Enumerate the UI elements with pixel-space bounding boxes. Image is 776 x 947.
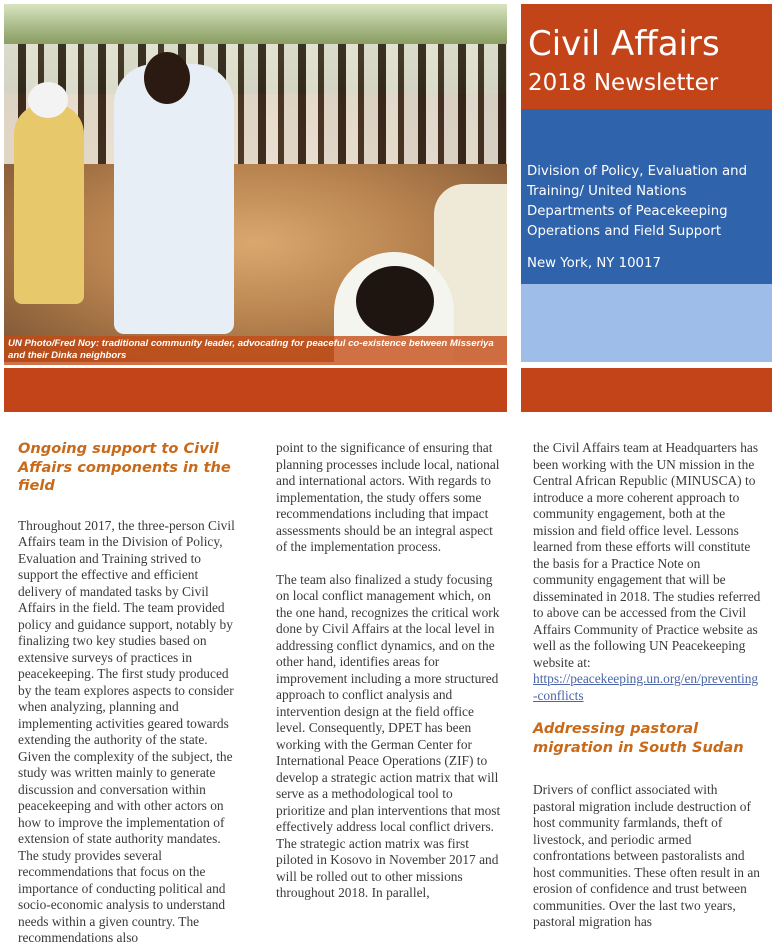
masthead-title-box [521, 4, 772, 109]
photo-figure-left [14, 104, 84, 304]
article-1-paragraph-3: The team also finalized a study focusing on local conflict management which, on the one hand, recognizes the critical work done by Civil Affairs at the local level in addressing conflict dynamics, and on the other hand, identifies areas for improvement including a more structured approach to conflict analysis and intervention design at the field office level. Consequently, DPET has been working with the German Center for International Peace Operations (ZIF) to develop a strategic action matrix that will serve as a methodological tool to prioritize and plan interventions that most effectively address local conflict drivers. The strategic action matrix was first piloted in Kosovo in November 2017 and will be rolled out to other missions throughout 2018. In parallel, [276, 571, 501, 900]
office-location: New York, NY 10017 [527, 256, 661, 271]
article-2-paragraph-1: Drivers of conflict associated with pastoral migration include destruction of host community farmlands, theft of livestock, and periodic armed confrontations between pastoralists and host communities. These often result in an erosion of confidence and trust between communities. Over the last two years, pastoral migration has [533, 782, 760, 929]
divider-bar-left [4, 368, 507, 412]
masthead-info-box [521, 109, 772, 284]
newsletter-title: Civil Affairs [528, 24, 720, 64]
newsletter-subtitle: 2018 Newsletter [528, 70, 719, 96]
column-3 [533, 440, 761, 931]
article-1-paragraph-1: Throughout 2017, the three-person Civil Affairs team in the Division of Policy, Evaluation and Training strived to support the effective and efficient delivery of mandated tasks by Civil Affairs in the field. The team provided policy and guidance support, notably by finalizing two key studies based on extensive surveys of practices in peacekeeping. The first study produced by the team explores aspects to consider when analyzing, planning and implementing activities geared towards extending the authority of the state. Given the complexity of the subject, the study was written mainly to generate discussion and conversation within peacekeeping and with other actors on how to improve the implementation of extension of state authority mandates. The study provides several recommendations that focus on the importance of conducting political and socio-economic analysis to understand needs within a given country. The recommendations also [18, 517, 235, 945]
peacekeeping-link[interactable]: https://peacekeeping.un.org/en/preventing-conflicts [533, 671, 759, 703]
article-1-paragraph-4: the Civil Affairs team at Headquarters has been working with the UN mission in the Central African Republic (MINUSCA) to introduce a more coherent approach to community engagement, both at the mission and field office level. Lessons learned from these efforts will constitute the basis for a Practice Note on community engagement that will be disseminated in 2018. The studies referred to above can be accessed from the Civil Affairs Community of Practice website as well as the following UN Peacekeeping website at: [533, 440, 761, 670]
article-1-paragraph-2: point to the significance of ensuring that planning processes include local, national and international actors. With regards to implementation, the study offers some recommendations including that impact assessments should be an integral aspect of the implementation process. [276, 440, 500, 554]
photo-figure-foreground-head [356, 266, 434, 336]
column-2 [276, 440, 504, 902]
column-1 [18, 440, 243, 947]
cover-photo [4, 4, 507, 362]
photo-figure-speaker-head [144, 52, 190, 104]
article-2-heading: Addressing pastoral migration in South Sudan [533, 720, 744, 756]
divider-bar-right [521, 368, 772, 412]
photo-caption: UN Photo/Fred Noy: traditional community leader, advocating for peaceful co-existence between Misseriya and their Dinka neighbors [4, 336, 507, 365]
article-1-heading: Ongoing support to Civil Affairs components in the field [18, 440, 231, 494]
masthead-accent-box [521, 284, 772, 362]
photo-figure-speaker [114, 64, 234, 334]
photo-figure-left-head [28, 82, 68, 118]
division-name: Division of Policy, Evaluation and Training/ United Nations Departments of Peacekeeping Operations and Field Support [527, 164, 748, 239]
